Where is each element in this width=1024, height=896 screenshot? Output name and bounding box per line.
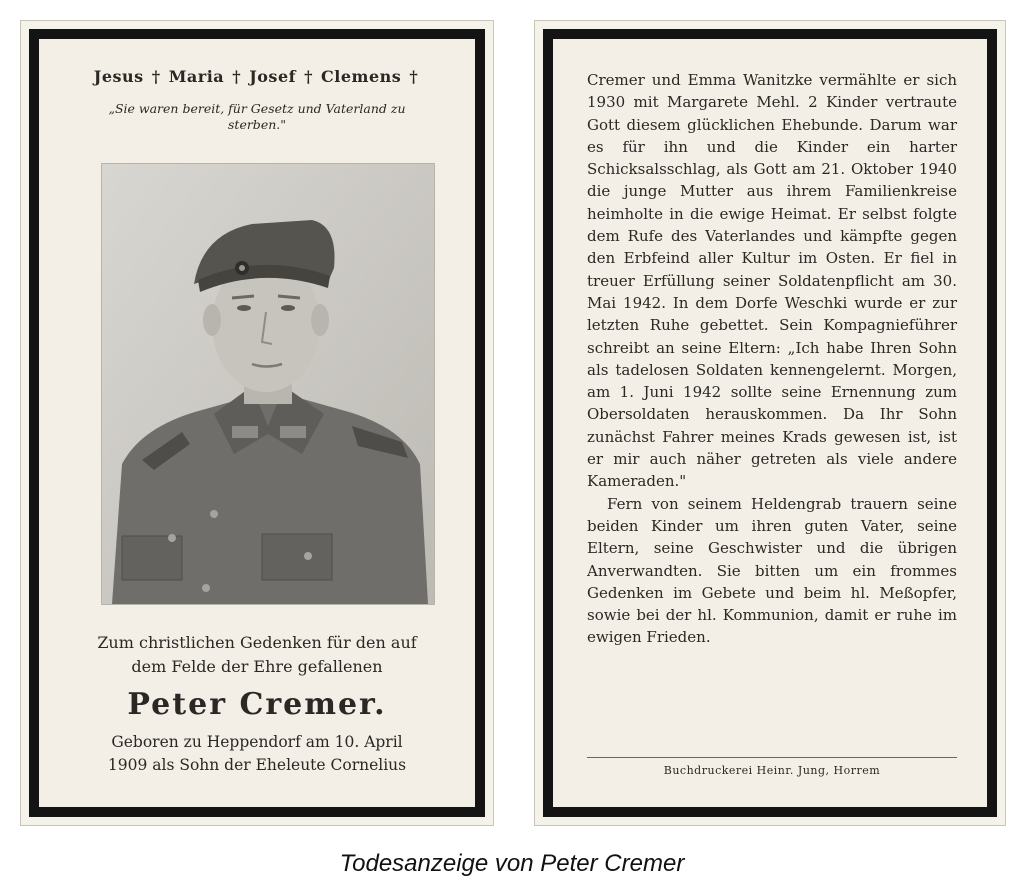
deceased-name: Peter Cremer. xyxy=(127,687,387,722)
invocation-word: Clemens xyxy=(321,67,402,86)
black-border-frame xyxy=(29,29,485,817)
black-border-frame xyxy=(543,29,997,817)
cross-icon: † xyxy=(151,67,161,86)
birth-line: 1909 als Sohn der Eheleute Cornelius xyxy=(107,756,407,774)
invocation-word: Josef xyxy=(249,67,296,86)
image-caption: Todesanzeige von Peter Cremer xyxy=(339,850,685,877)
motto-quote: „Sie waren bereit, für Gesetz und Vaterland zu sterben." xyxy=(108,101,406,132)
dedication-line: dem Felde der Ehre gefallenen xyxy=(131,657,383,676)
birth-info xyxy=(57,731,457,777)
memorial-card-front xyxy=(20,20,494,826)
biography-paragraph: Cremer und Emma Wanitzke vermählte er sich 1930 mit Margarete Mehl. 2 Kinder vertraute Gott diesem glücklichen Ehebunde. Darum war es für ihn und die Kinder ein harter Schicksalsschlag, als Gott am 21. Oktober 1940 die junge Mutter aus ihrem Familienkreise heimholte in die ewige Heimat. Er selbst folgte dem Rufe des Vaterlandes und kämpfte gegen den Erbfeind aller Kultur im Osten. Er fiel in treuer Erfüllung seiner Soldatenpflicht am 30. Mai 1942. In dem Dorfe Weschki wurde er zur letzten Ruhe gebettet. Sein Kompagnieführer schreibt an seine Eltern: „Ich habe Ihren Sohn als tadelosen Soldaten kennengelernt. Morgen, am 1. Juni 1942 sollte seine Ernennung zum Obersoldaten herauskommen. Da Ihr Sohn zunächst Fahrer meines Krads gewesen ist, ist er mir auch näher getreten als viele andere Kameraden." xyxy=(587,71,957,491)
cross-icon: † xyxy=(409,67,419,86)
invocation-word: Maria xyxy=(168,67,225,86)
biography-paragraph: Fern von seinem Heldengrab trauern seine beiden Kinder um ihren guten Vater, seine Eltern, seine Geschwister und die übrigen Anverwandten. Sie bitten um ein frommes Gedenken im Gebete und beim hl. Meßopfer, sowie bei der hl. Kommunion, damit er ruhe im ewigen Frieden. xyxy=(587,494,957,647)
dedication-text xyxy=(59,631,455,679)
invocation-line xyxy=(39,67,475,86)
soldier-portrait-photo xyxy=(101,163,435,605)
dedication-line: Zum christlichen Gedenken für den auf xyxy=(97,633,417,652)
biography-text xyxy=(587,69,957,649)
invocation-word: Jesus xyxy=(93,67,144,86)
memorial-card-back xyxy=(534,20,1006,826)
cross-icon: † xyxy=(232,67,242,86)
cross-icon: † xyxy=(304,67,313,86)
printer-imprint: Buchdruckerei Heinr. Jung, Horrem xyxy=(587,757,957,777)
birth-line: Geboren zu Heppendorf am 10. April xyxy=(111,733,403,751)
